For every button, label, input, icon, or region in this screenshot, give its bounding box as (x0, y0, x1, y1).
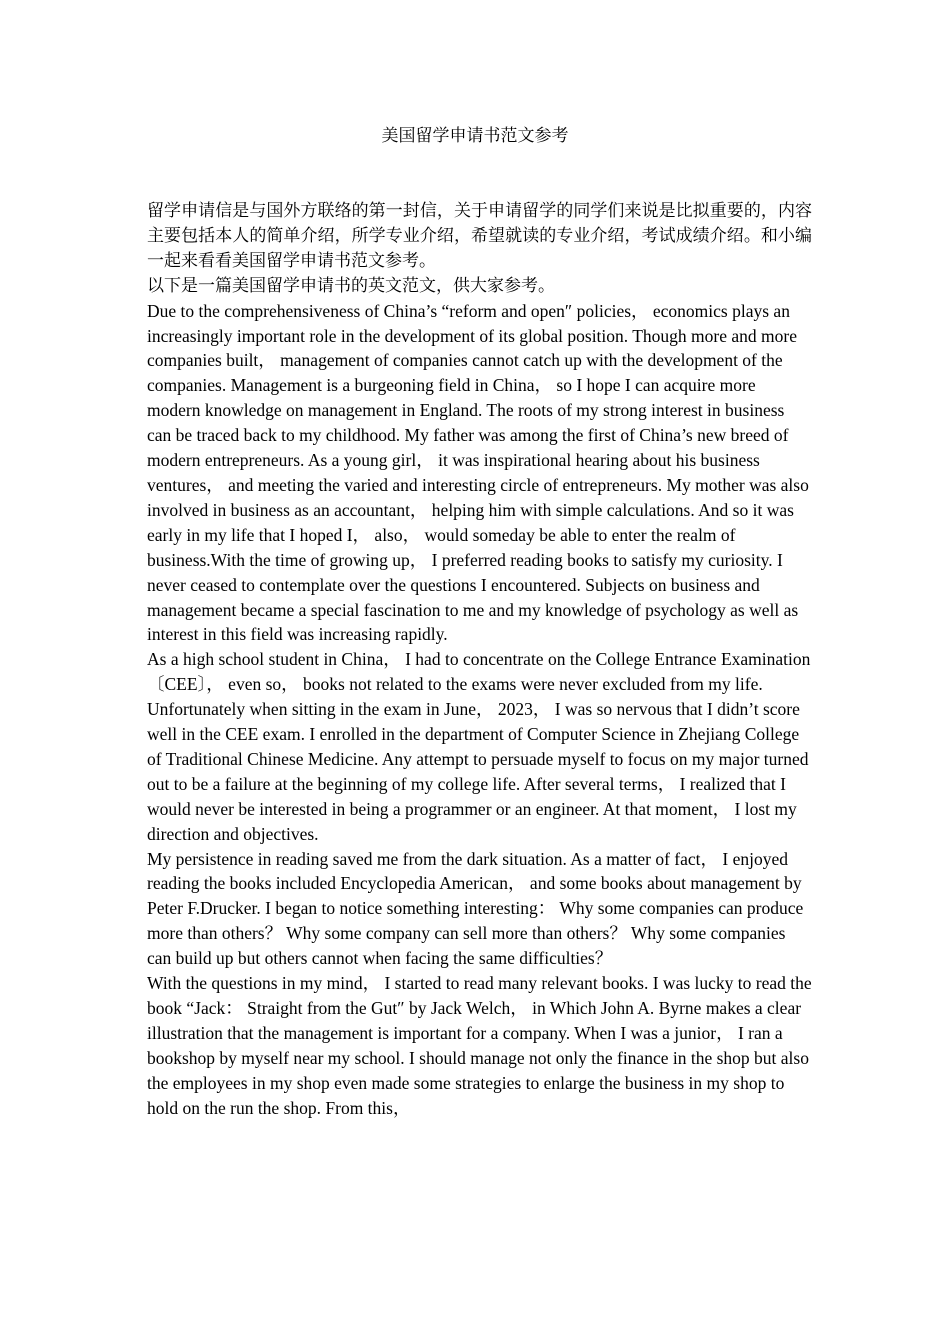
document-title: 美国留学申请书范文参考 (381, 126, 569, 146)
essay-paragraph-4: With the questions in my mind， I started to read many relevant books. I was lucky to read the book “Jack： Straight from the Gut″ by Jack Welch， in Which John A. Byrne makes a clear illustration that the management is important for a company. When I was a junior， I ran a bookshop by myself near my school. I should manage not only the finance in the shop but also the employees in my shop even made some strategies to enlarge the business in my shop to hold on the run the shop. From this， (147, 973, 812, 1118)
essay-paragraph-1: Due to the comprehensiveness of China’s “reform and open″ policies， economics plays an increasingly important role in the development of its global position. Though more and more companies built， management of companies cannot catch up with the development of the companies. Management is a burgeoning field in China， so I hope I can acquire more modern knowledge on management in England. The roots of my strong interest in business can be traced back to my childhood. My father was among the first of China’s new breed of modern entrepreneurs. As a young girl， it was inspirational hearing about his business ventures， and meeting the varied and interesting circle of entrepreneurs. My mother was also involved in business as an accountant， helping him with simple calculations. And so it was early in my life that I hoped I， also， would someday be able to enter the realm of business.With the time of growing up， I preferred reading books to satisfy my curiosity. I never ceased to contemplate over the questions I encountered. Subjects on business and management became a special fascination to me and my knowledge of psychology as well as interest in this field was increasing rapidly. (147, 300, 809, 645)
document-body (147, 199, 812, 1121)
intro-note-paragraph: 以下是一篇美国留学申请书的英文范文，供大家参考。 (147, 275, 555, 296)
essay-paragraph-2: As a high school student in China， I had to concentrate on the College Entrance Examination 〔CEE〕， even so， books not related to the exams were never excluded from my life. Unfortunately when sitting in the exam in June， 2023， I was so nervous that I didn’t score well in the CEE exam. I enrolled in the department of Computer Science in Zhejiang College of Traditional Chinese Medicine. Any attempt to persuade myself to focus on my major turned out to be a failure at the beginning of my college life. After several terms， I realized that I would never be interested in being a programmer or an engineer. At that moment， I lost my direction and objectives. (147, 649, 811, 844)
essay-paragraph-3: My persistence in reading saved me from the dark situation. As a matter of fact， I enjoyed reading the books included Encyclopedia American， and some books about management by Peter F.Drucker. I began to notice something interesting： Why some companies can produce more than others？ Why some company can sell more than others？ Why some companies can build up but others cannot when facing the same difficulties？ (147, 848, 804, 969)
intro-paragraph: 留学申请信是与国外方联络的第一封信，关于申请留学的同学们来说是比拟重要的，内容主要包括本人的简单介绍，所学专业介绍，希望就读的专业介绍，考试成绩介绍。和小编一起来看看美国留学申请书范文参考。 (147, 201, 812, 271)
